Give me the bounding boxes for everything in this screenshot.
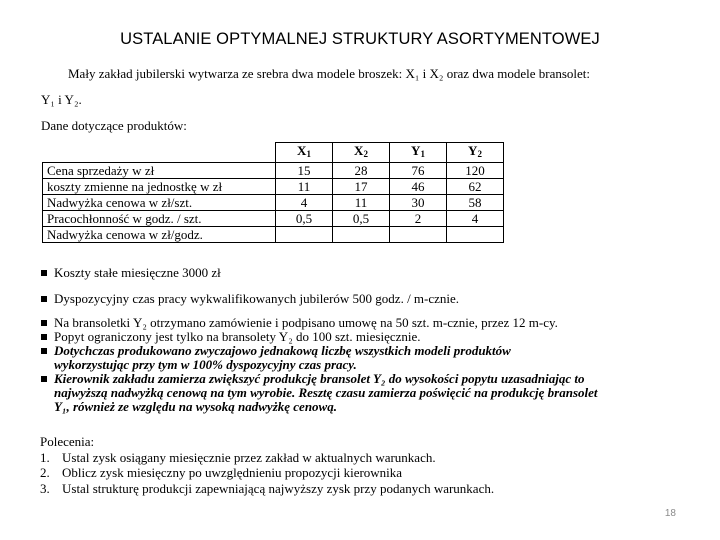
task-item — [40, 465, 494, 481]
bullet-text: Koszty stałe miesięczne 3000 zł — [54, 265, 221, 280]
cell-x2 — [333, 227, 390, 243]
table-header-row — [43, 143, 504, 163]
bullet-manager-continuation: najwyższą nadwyżką cenową na tym wyrobie. Resztę czasu zamierza poświęcić na produkcję bransolet — [54, 385, 598, 400]
cell-y1: 46 — [390, 179, 447, 195]
cell-y2: 62 — [447, 179, 504, 195]
cell-x1: 4 — [276, 195, 333, 211]
table-row — [43, 195, 504, 211]
col-header-x1: $X_1$ — [276, 143, 333, 163]
cell-x1: 0,5 — [276, 211, 333, 227]
row-label: Nadwyżka cenowa w zł/szt. — [43, 195, 276, 211]
cell-x2: 0,5 — [333, 211, 390, 227]
task-number: 3. — [40, 480, 50, 496]
slide-title: USTALANIE OPTYMALNEJ STRUKTURY ASORTYMENTOWEJ — [120, 30, 600, 48]
cell-x1: 15 — [276, 163, 333, 179]
intro-line-2: Y₁ i Y₂. — [41, 92, 82, 107]
cell-x2: 28 — [333, 163, 390, 179]
cell-y2 — [447, 227, 504, 243]
cell-y2: 4 — [447, 211, 504, 227]
bullet-fixed-costs — [40, 266, 710, 280]
bullet-text: Dyspozycyjny czas pracy wykwalifikowanych jubilerów 500 godz. / m-cznie. — [54, 291, 460, 306]
cell-y1: 30 — [390, 195, 447, 211]
bullet-demand — [40, 330, 710, 344]
tasks-heading: Polecenia: — [40, 434, 95, 449]
cell-y1 — [390, 227, 447, 243]
cell-x1 — [276, 227, 333, 243]
page-number: 18 — [664, 508, 676, 519]
table-row — [43, 211, 504, 227]
data-heading: Dane dotyczące produktów: — [41, 118, 187, 133]
table-row — [43, 163, 504, 179]
row-label: Cena sprzedaży w zł — [43, 163, 276, 179]
square-bullet-icon — [41, 270, 47, 276]
task-number: 2. — [40, 465, 50, 480]
bullet-history — [40, 344, 710, 358]
col-header-x2: $X_2$ — [333, 143, 390, 163]
bullet-capacity — [40, 292, 710, 306]
row-label: Nadwyżka cenowa w zł/godz. — [43, 227, 276, 243]
cell-y1: 2 — [390, 211, 447, 227]
task-text: Oblicz zysk miesięczny po uwzględnieniu propozycji kierownika — [62, 465, 403, 480]
task-number: 1. — [40, 449, 50, 465]
cell-x1: 11 — [276, 179, 333, 195]
table-row — [43, 227, 504, 243]
row-label: Pracochłonność w godz. / szt. — [43, 211, 276, 227]
bullet-text: Kierownik zakładu zamierza zwiększyć produkcję bransolet Y₂ do wysokości popytu uzasadniając to — [54, 371, 585, 386]
col-header-y2: $Y_2$ — [447, 143, 504, 163]
cell-x2: 11 — [333, 195, 390, 211]
square-bullet-icon — [41, 320, 47, 326]
tasks-section — [40, 434, 494, 496]
intro-line-1: Mały zakład jubilerski wytwarza ze srebra dwa modele broszek: X₁ i X₂ oraz dwa modele bransolet: — [68, 66, 591, 81]
col-header-y1: $Y_1$ — [390, 143, 447, 163]
cell-y2: 58 — [447, 195, 504, 211]
task-item — [40, 450, 494, 466]
square-bullet-icon — [41, 348, 47, 354]
cell-x2: 17 — [333, 179, 390, 195]
task-item — [40, 481, 494, 497]
cell-y2: 120 — [447, 163, 504, 179]
bullet-manager — [40, 372, 710, 386]
table-row — [43, 179, 504, 195]
square-bullet-icon — [41, 334, 47, 340]
row-label: koszty zmienne na jednostkę w zł — [43, 179, 276, 195]
task-text: Ustal zysk osiągany miesięcznie przez zakład w aktualnych warunkach. — [62, 449, 436, 465]
conditions-list — [40, 266, 710, 414]
products-table — [42, 142, 504, 243]
task-text: Ustal strukturę produkcji zapewniającą najwyższy zysk przy podanych warunkach. — [62, 480, 495, 496]
bullet-order — [40, 316, 710, 330]
bullet-manager-continuation: Y₁, również ze względu na wysoką nadwyżkę cenową. — [54, 399, 337, 414]
header-empty-cell — [43, 143, 276, 163]
square-bullet-icon — [41, 376, 47, 382]
bullet-text: Popyt ograniczony jest tylko na bransolety Y₂ do 100 szt. miesięcznie. — [54, 329, 421, 344]
square-bullet-icon — [41, 296, 47, 302]
bullet-history-continuation: wykorzystując przy tym w 100% dyspozycyjny czas pracy. — [54, 357, 357, 372]
bullet-text: Dotychczas produkowano zwyczajowo jednakową liczbę wszystkich modeli produktów — [54, 343, 511, 358]
cell-y1: 76 — [390, 163, 447, 179]
bullet-text: Na bransoletki Y₂ otrzymano zamówienie i podpisano umowę na 50 szt. m-cznie, przez 12 m-cy. — [54, 315, 558, 330]
